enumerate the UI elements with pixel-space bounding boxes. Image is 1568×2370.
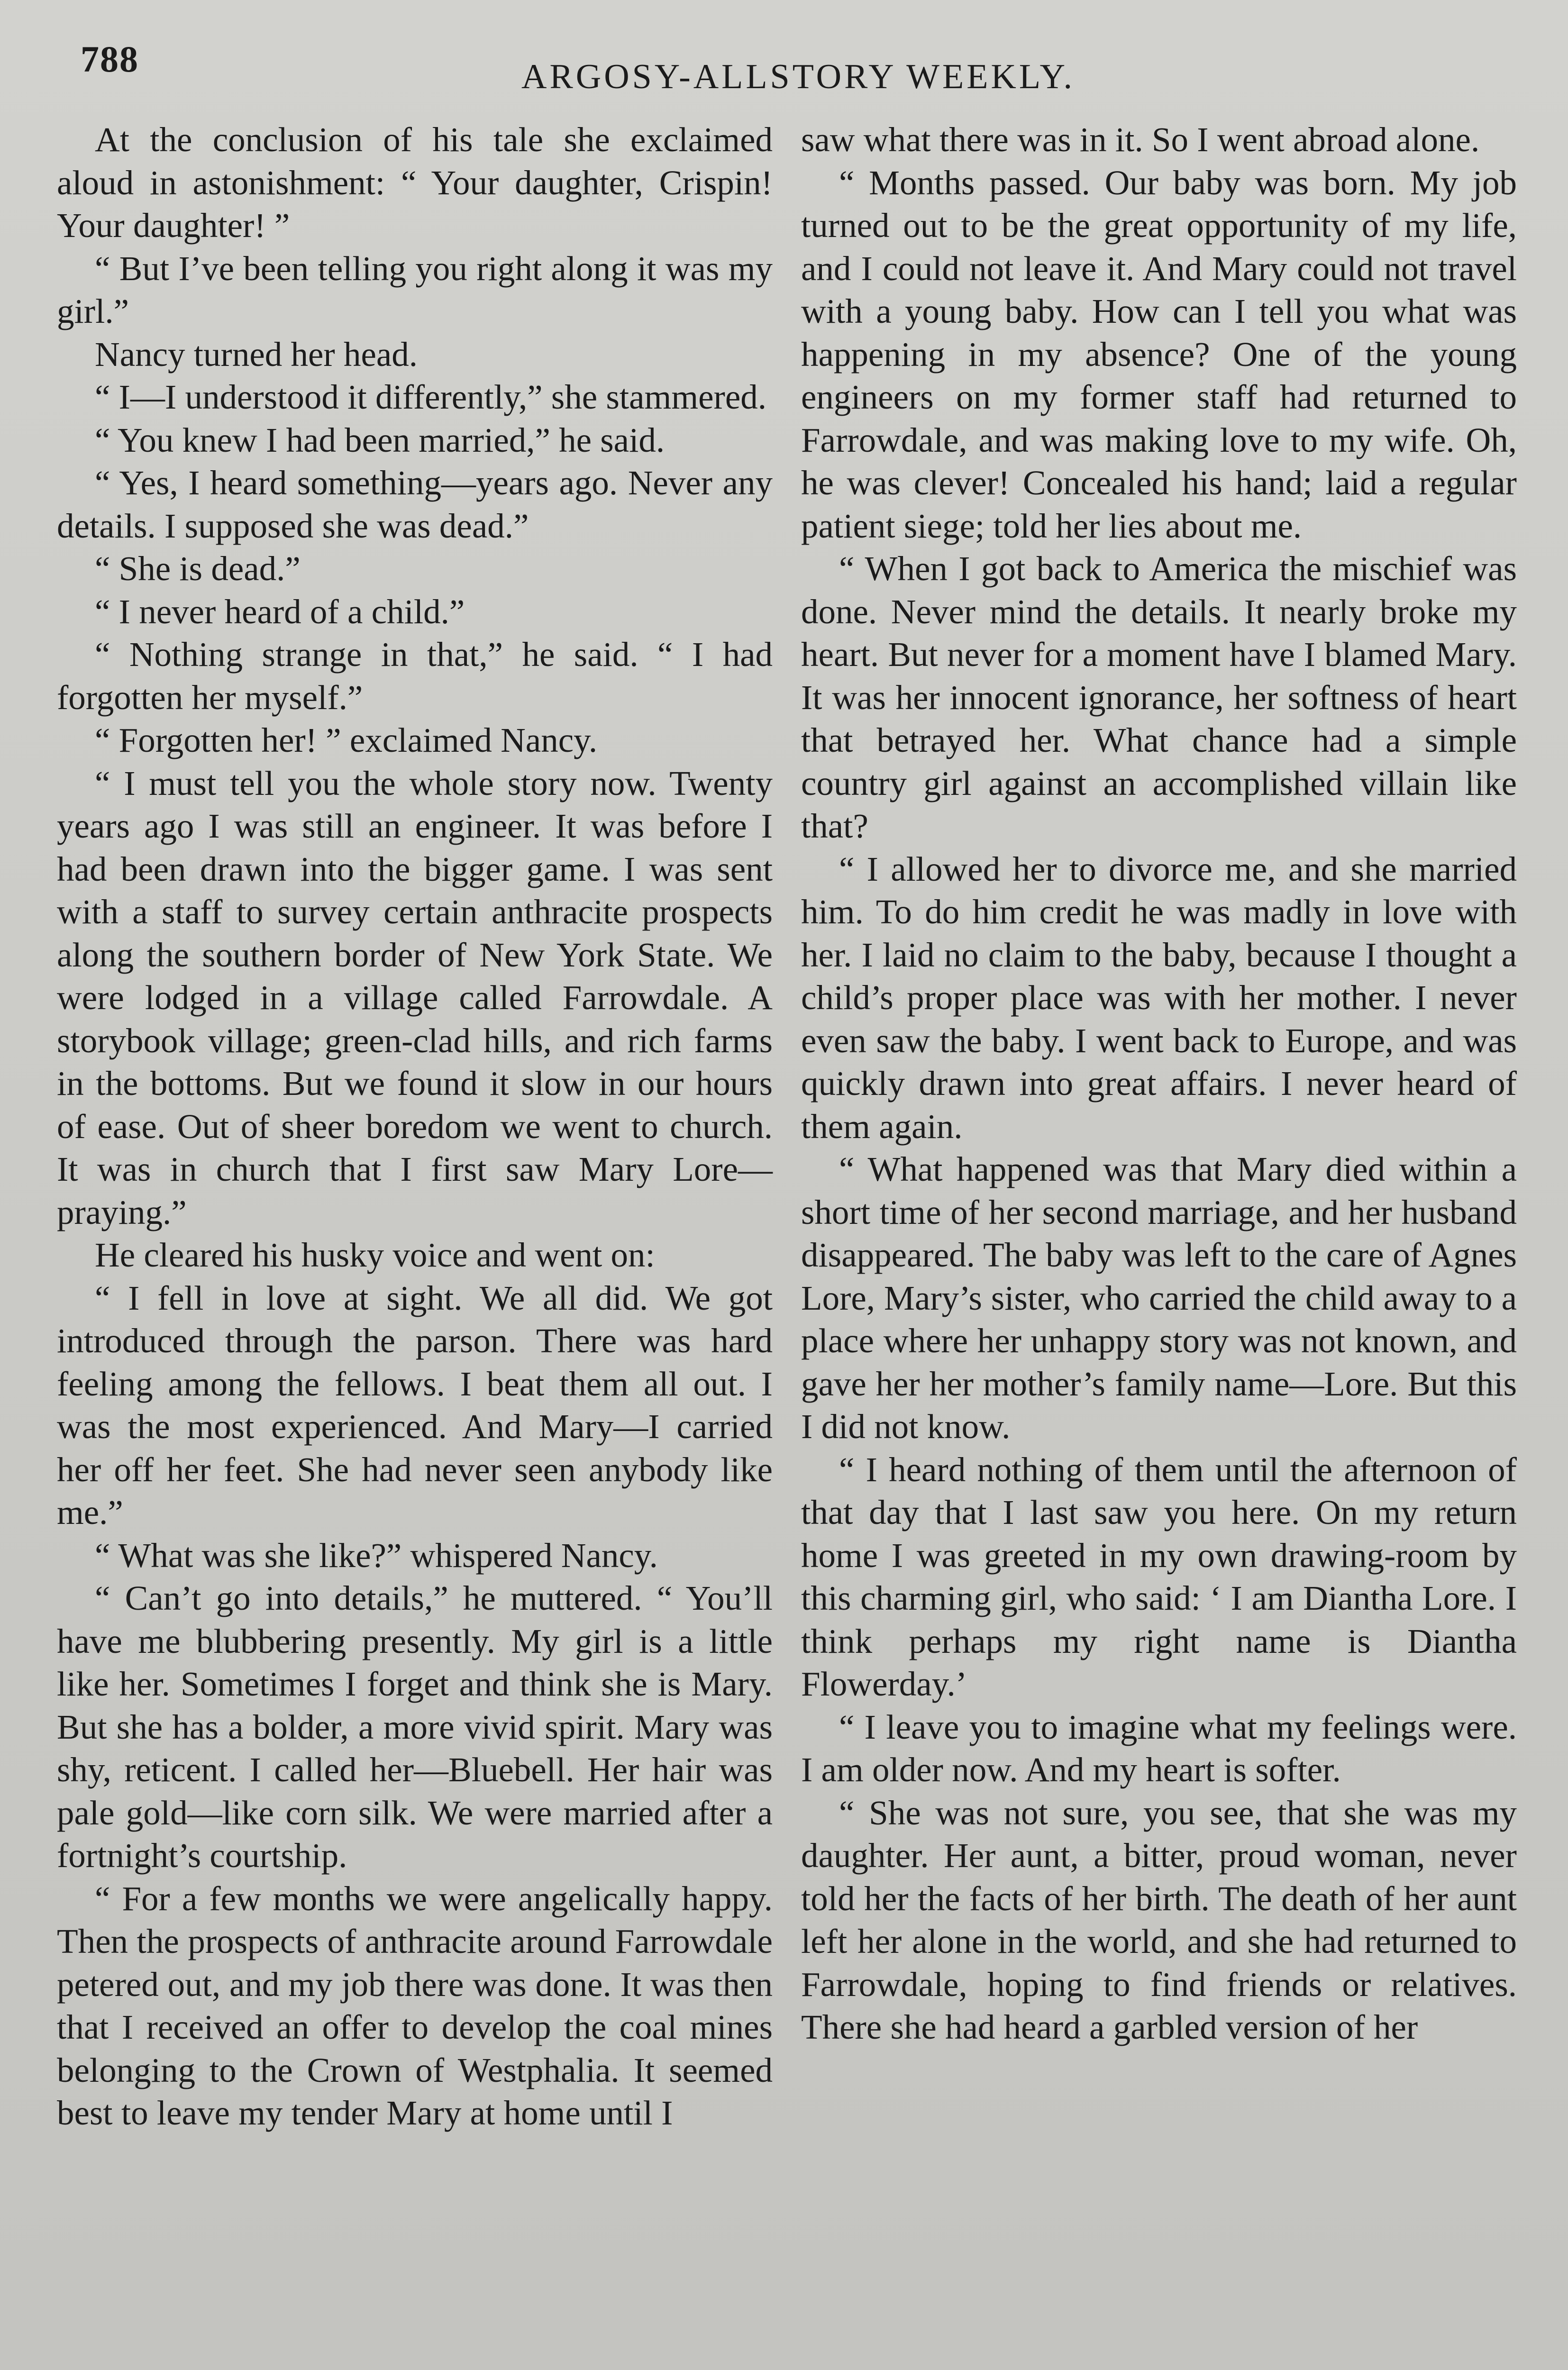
paragraph: “ I heard nothing of them until the afternoon of that day that I last saw you here. On my return home I was greeted in my own drawing-room by this charming girl, who said: ‘ I am Diantha Lore. I think perhaps my right name is Diantha Flowerday.’ xyxy=(801,1450,1517,1703)
paragraph: “ I never heard of a child.” xyxy=(95,592,465,631)
paragraph: “ But I’ve been telling you right along it was my girl.” xyxy=(57,249,773,330)
paragraph: “ I leave you to imagine what my feelings were. I am older now. And my heart is softer. xyxy=(801,1707,1517,1789)
paragraph: “ For a few months we were angelically happy. Then the prospects of anthracite around Farrowdale petered out, and my job there was done. It was then that I received an offer to develop the coal mines belonging to the Crown of Westphalia. It seemed best to leave my tender Mary at home until I xyxy=(57,1879,773,2132)
paragraph: “ When I got back to America the mischief was done. Never mind the details. It nearly broke my heart. But never for a moment have I blamed Mary. It was her innocent ignorance, her softness of heart that betrayed her. What chance had a simple country girl against an accomplished villain like that? xyxy=(801,549,1517,845)
paragraph: “ Yes, I heard something—years ago. Never any details. I supposed she was dead.” xyxy=(57,464,773,545)
paragraph: Nancy turned her head. xyxy=(95,335,418,374)
paragraph: “ Can’t go into details,” he muttered. “ You’ll have me blubbering presently. My girl is a little like her. Sometimes I forget and think she is Mary. But she has a bolder, a more vivid spirit. Mary was shy, reticent. I called her—Bluebell. Her hair was pale gold—like corn silk. We were married after a fortnight’s courtship. xyxy=(57,1579,773,1875)
paragraph: “ What was she like?” whispered Nancy. xyxy=(95,1536,658,1575)
paragraph: At the conclusion of his tale she exclaimed aloud in astonishment: “ Your daughter, Crispin! Your daughter! ” xyxy=(57,120,773,245)
text-columns xyxy=(57,118,1517,2370)
paragraph: “ I allowed her to divorce me, and she married him. To do him credit he was madly in love with her. I laid no claim to the baby, because I thought a child’s proper place was with her mother. I never even saw the baby. I went back to Europe, and was quickly drawn into great affairs. I never heard of them again. xyxy=(801,849,1517,1146)
paragraph: “ Forgotten her! ” exclaimed Nancy. xyxy=(95,721,598,759)
paragraph: “ Months passed. Our baby was born. My job turned out to be the great opportunity of my life, and I could not leave it. And Mary could not travel with a young baby. How can I tell you what was happening in my absence? One of the young engineers on my former staff had returned to Farrowdale, and was making love to my wife. Oh, he was clever! Concealed his hand; laid a regular patient siege; told her lies about me. xyxy=(801,163,1517,545)
paragraph: “ I must tell you the whole story now. Twenty years ago I was still an engineer. It was before I had been drawn into the bigger game. I was sent with a staff to survey certain anthracite prospects along the southern border of New York State. We were lodged in a village called Farrowdale. A storybook village; green-clad hills, and rich farms in the bottoms. But we found it slow in our hours of ease. Out of sheer boredom we went to church. It was in church that I first saw Mary Lore—praying.” xyxy=(57,764,773,1231)
running-title: ARGOSY-ALLSTORY WEEKLY. xyxy=(521,57,1076,96)
paragraph: He cleared his husky voice and went on: xyxy=(95,1236,655,1274)
paragraph: “ I—I understood it differently,” she stammered. xyxy=(95,378,766,416)
right-column xyxy=(801,118,1517,2370)
paragraph: “ She is dead.” xyxy=(95,549,301,588)
paragraph: saw what there was in it. So I went abroad alone. xyxy=(801,120,1480,159)
left-column xyxy=(57,118,773,2370)
paragraph: “ I fell in love at sight. We all did. We got introduced through the parson. There was hard feeling among the fellows. I beat them all out. I was the most experienced. And Mary—I carried her off her feet. She had never seen anybody like me.” xyxy=(57,1278,773,1531)
paragraph: “ What happened was that Mary died within a short time of her second marriage, and her husband disappeared. The baby was left to the care of Agnes Lore, Mary’s sister, who carried the child away to a place where her unhappy story was not known, and gave her her mother’s family name—Lore. But this I did not know. xyxy=(801,1150,1517,1446)
paragraph: “ Nothing strange in that,” he said. “ I had forgotten her myself.” xyxy=(57,635,773,717)
paragraph: “ You knew I had been married,” he said. xyxy=(95,420,665,459)
page-number: 788 xyxy=(81,38,139,80)
paragraph: “ She was not sure, you see, that she was my daughter. Her aunt, a bitter, proud woman, never told her the facts of her birth. The death of her aunt left her alone in the world, and she had returned to Farrowdale, hoping to find friends or relatives. There she had heard a garbled version of her xyxy=(801,1793,1517,2046)
